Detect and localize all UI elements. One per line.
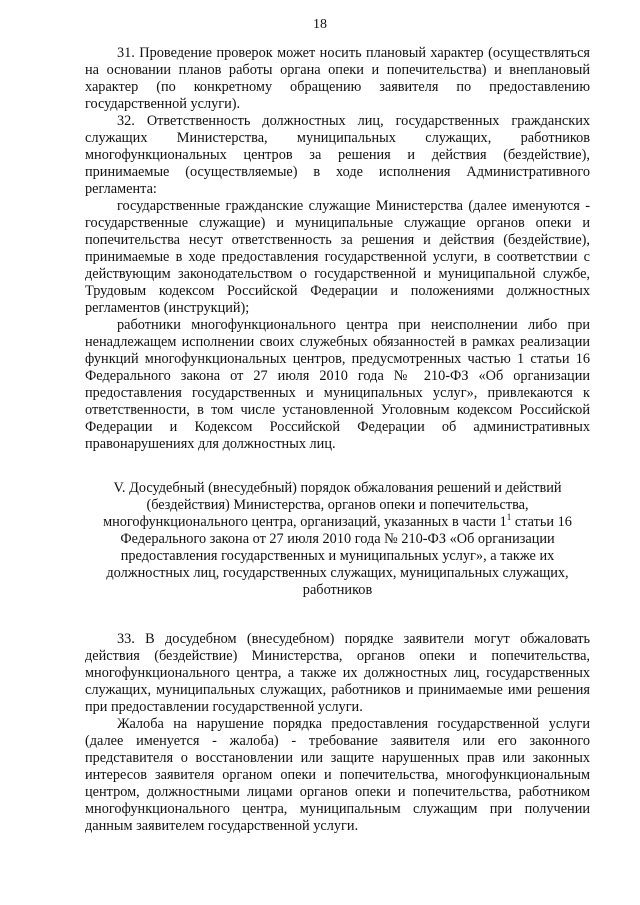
section-v-heading — [85, 480, 590, 599]
document-body — [85, 45, 590, 835]
paragraph-33: 33. В досудебном (внесудебном) порядке заявители могут обжаловать действия (бездействие) Министерства, органов опеки и попечительства, многофункционального центра, а также их должностных лиц, государственных служащих, муниципальных служащих, работников и принимаемые ими решения при предоставлении государственной услуги. — [85, 631, 590, 715]
paragraph-32-civil-servants: государственные гражданские служащие Министерства (далее именуются - государственные служащие) и муниципальные служащие органов опеки и попечительства несут ответственность за решения и действия (бездействие), принимаемые в ходе предоставления государственной услуги, в соответствии с действующим законодательством о государственной и муниципальной службе, Трудовым кодексом Российской Федерации и положениями должностных регламентов (инструкций); — [85, 198, 590, 316]
page-number: 18 — [313, 17, 327, 32]
paragraph-complaint-definition: Жалоба на нарушение порядка предоставления государственной услуги (далее именуется - жалоба) - требование заявителя или его законного представителя о восстановлении или защите нарушенных прав или законных интересов заявителя органом опеки и попечительства, многофункциональным центром, должностными лицами органов опеки и попечительства, работником многофункционального центра, муниципальным служащим при получении данным заявителем государственной услуги. — [85, 716, 590, 834]
paragraph-31: 31. Проведение проверок может носить плановый характер (осуществляться на основании планов работы органа опеки и попечительства) и внеплановый характер (по конкретному обращению заявителя по предоставлению государственной услуги). — [85, 45, 590, 112]
section-v-heading-line-3: Федерального закона от 27 июля 2010 года № 210-ФЗ «Об организации предоставления государственных и муниципальных услуг», а также их должностных лиц, государственных служащих, муниципальных служащих, работников — [106, 531, 569, 598]
paragraph-32: 32. Ответственность должностных лиц, государственных гражданских служащих Министерства, муниципальных служащих, работников многофункциональных центров за решения и действия (бездействие), принимаемые (осуществляемые) в ходе исполнения Административного регламента: — [85, 113, 590, 197]
paragraph-32-mfc-workers: работники многофункционального центра при неисполнении либо при ненадлежащем исполнении своих служебных обязанностей в рамках реализации функций многофункциональных центров, предусмотренных частью 1 статьи 16 Федерального закона от 27 июля 2010 года № 210-ФЗ «Об организации предоставления государственных и муниципальных услуг», привлекаются к ответственности, в том числе установленной Уголовным кодексом Российской Федерации и Кодексом Российской Федерации об административных правонарушениях для должностных лиц. — [85, 317, 590, 452]
section-v-heading-line-2-tail: статьи 16 — [511, 514, 572, 530]
section-v-heading-line-2 — [85, 514, 590, 531]
section-v-heading-line-1: V. Досудебный (внесудебный) порядок обжалования решений и действий (бездействия) Министерства, органов опеки и попечительства, — [113, 480, 562, 513]
section-v-heading-line-2-text: многофункционального центра, организаций, указанных в части 1 — [103, 514, 507, 530]
footnote-superscript: 1 — [506, 512, 512, 523]
